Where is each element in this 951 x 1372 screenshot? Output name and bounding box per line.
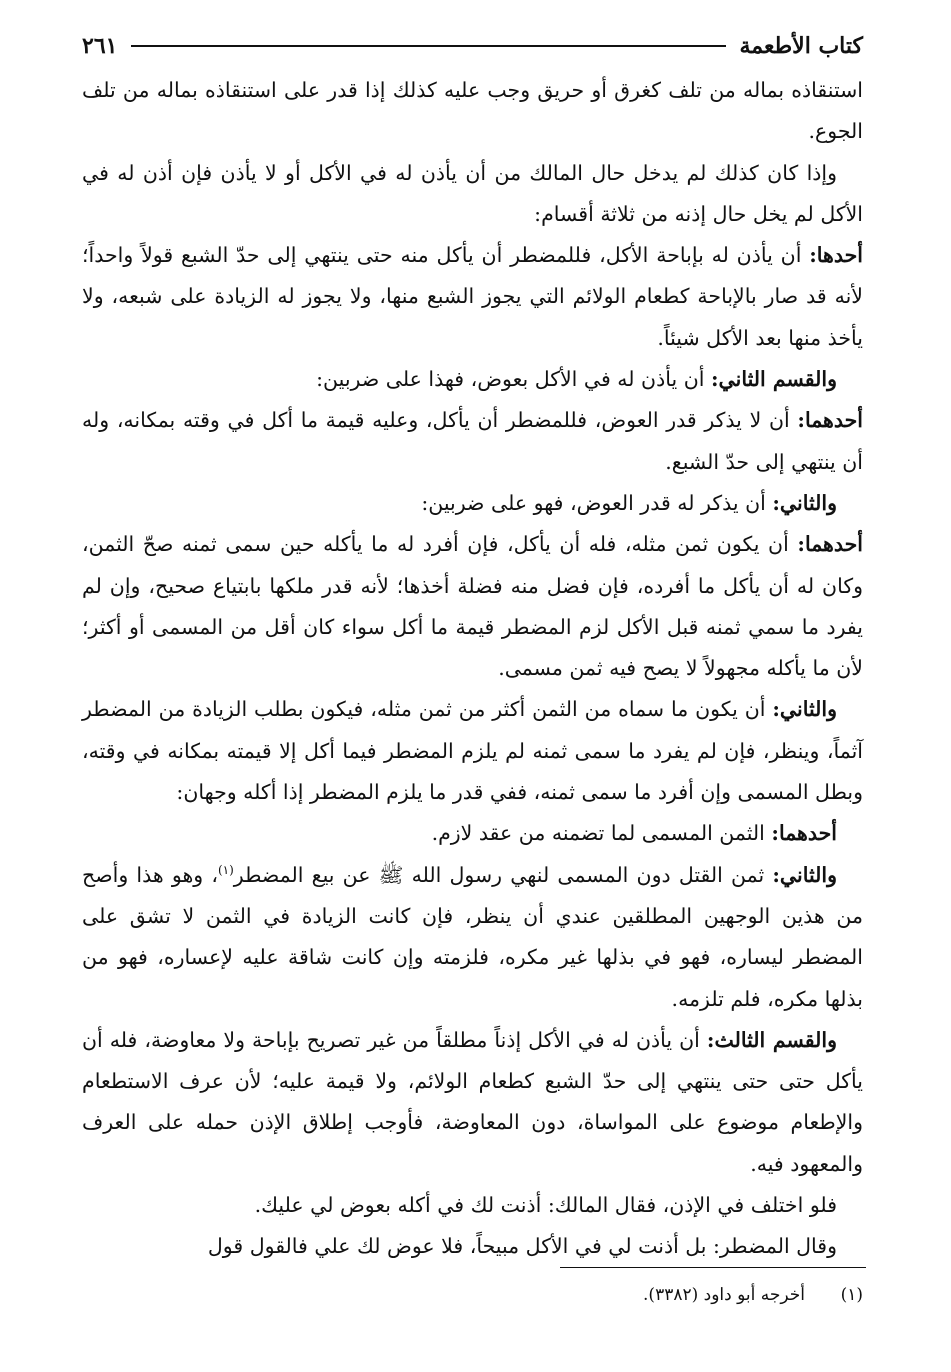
footnote-reference[interactable]: (١) bbox=[217, 862, 234, 877]
header-rule bbox=[131, 45, 725, 47]
paragraph-text: الثمن المسمى لما تضمنه من عقد لازم. bbox=[431, 821, 772, 846]
paragraph-lead: أحدهما: bbox=[797, 408, 863, 433]
paragraph bbox=[82, 359, 863, 400]
paragraph-text: وقال المضطر: بل أذنت لي في الأكل مبيحاً، فلا عوض لك علي فالقول قول bbox=[207, 1234, 837, 1259]
body-text bbox=[82, 70, 863, 1268]
paragraph-text: فلو اختلف في الإذن، فقال المالك: أذنت لك في أكله بعوض لي عليك. bbox=[254, 1193, 837, 1218]
footnote-text: أخرجه أبو داود (٣٣٨٢). bbox=[643, 1285, 805, 1305]
paragraph bbox=[82, 70, 863, 153]
paragraph-lead: أحدها: bbox=[809, 243, 863, 268]
paragraph bbox=[82, 813, 863, 854]
paragraph bbox=[82, 855, 863, 1020]
paragraph-lead: والثاني: bbox=[772, 862, 837, 887]
paragraph-text: ثمن القتل دون المسمى لنهي رسول الله ﷺ عن بيع المضطر bbox=[233, 862, 773, 887]
paragraph-lead: والثاني: bbox=[772, 697, 837, 722]
paragraph-lead: أحدهما: bbox=[797, 532, 863, 557]
paragraph-text: أن يأذن له في الأكل إذناً مطلقاً من غير تصريح بإباحة ولا معاوضة، فله أن يأكل حتى حتى ينتهي إلى حدّ الشبع كطعام الولائم، ولا قيمة عليه؛ لأن عرف الاستطعام والإطعام موضوع على المواساة، دون المعاوضة، فأوجب إطلاق الإذن حمله على العرف والمعهود فيه. bbox=[82, 1027, 863, 1176]
paragraph bbox=[82, 153, 863, 236]
paragraph-lead: أحدهما: bbox=[771, 821, 837, 846]
paragraph-text: أن يذكر له قدر العوض، فهو على ضربين: bbox=[421, 490, 773, 515]
paragraph-lead: والقسم الثالث: bbox=[706, 1027, 837, 1052]
paragraph-text-continued: ، وهو هذا وأصح من هذين الوجهين المطلقين عندي أن ينظر، فإن كانت الزيادة في الثمن لا تشق على المضطر ليساره، فهو في بذلها غير مكره، فلزمته وإن كانت شاقة عليه لإعساره، فهو من بذلها مكره، فلم تلزمه. bbox=[82, 862, 863, 1011]
paragraph bbox=[82, 1185, 863, 1226]
footnote-rule bbox=[560, 1267, 866, 1268]
paragraph-text: أن لا يذكر قدر العوض، فللمضطر أن يأكل، وعليه قيمة ما أكل في وقته بمكانه، وله أن ينتهي إلى حدّ الشبع. bbox=[82, 408, 863, 474]
book-title: كتاب الأطعمة bbox=[739, 33, 863, 59]
paragraph bbox=[82, 689, 863, 813]
page-number: ٢٦١ bbox=[82, 33, 118, 59]
paragraph bbox=[82, 524, 863, 689]
footnote bbox=[82, 1280, 863, 1310]
paragraph bbox=[82, 235, 863, 359]
paragraph-text: أن يكون ثمن مثله، فله أن يأكل، فإن أفرد له ما يأكله حين سمى ثمنه صحّ الثمن، وكان له أن يأكل ما أفرده، فإن فضل منه فضلة أخذها؛ لأنه قدر ملكها بابتياع صحيح، وإن لم يفرد ما سمي ثمنه قبل الأكل لزم المضطر قيمة ما أكل سواء كان أقل من المسمى أو أكثر؛ لأن ما يأكله مجهولاً لا يصح فيه ثمن مسمى. bbox=[82, 532, 863, 681]
paragraph-text: استنقاذه بماله من تلف كغرق أو حريق وجب عليه كذلك إذا قدر على استنقاذه بماله من تلف الجوع. bbox=[82, 78, 863, 144]
paragraph-lead: والقسم الثاني: bbox=[710, 367, 837, 392]
running-header bbox=[82, 28, 863, 64]
paragraph-lead: والثاني: bbox=[772, 490, 837, 515]
paragraph bbox=[82, 1226, 863, 1267]
paragraph-text: أن يأذن له في الأكل بعوض، فهذا على ضربين: bbox=[316, 367, 711, 392]
paragraph bbox=[82, 1020, 863, 1185]
paragraph-text: وإذا كان كذلك لم يدخل حال المالك من أن يأذن له في الأكل أو لا يأذن فإن أذن له في الأكل لم يخل حال إذنه من ثلاثة أقسام: bbox=[82, 160, 863, 226]
paragraph-text: أن يأذن له بإباحة الأكل، فللمضطر أن يأكل منه حتى ينتهي إلى حدّ الشبع قولاً واحداً؛ لأنه قد صار بالإباحة كطعام الولائم التي يجوز الشبع منها، ولا يجوز له الزيادة على شبعه، ولا يأخذ منها بعد الأكل شيئاً. bbox=[82, 243, 863, 350]
paragraph bbox=[82, 400, 863, 483]
paragraph-text: أن يكون ما سماه من الثمن أكثر من ثمن مثله، فيكون بطلب الزيادة من المضطر آثماً، وينظر، فإن لم يفرد ما سمى ثمنه لم يلزم المضطر فيما أكل إلا قيمته بمكانه في وقته، وبطل المسمى وإن أفرد ما سمى ثمنه، ففي قدر ما يلزم المضطر إذا أكله وجهان: bbox=[82, 697, 863, 805]
footnote-number: (١) bbox=[840, 1285, 863, 1305]
paragraph bbox=[82, 483, 863, 524]
